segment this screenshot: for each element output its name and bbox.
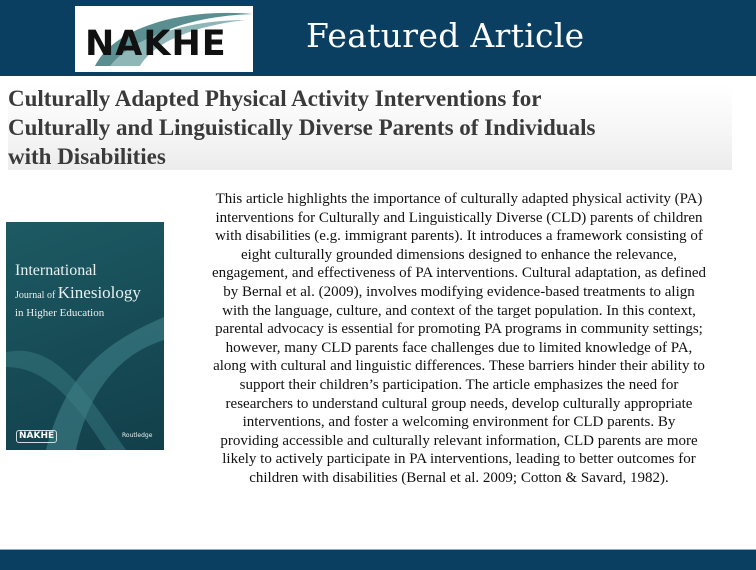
summary-line: interventions, and foster a welcoming environment for CLD parents. By bbox=[242, 414, 676, 431]
summary-line: engagement, and effectiveness of PA interventions. Cultural adaptation, as defined bbox=[211, 265, 707, 282]
summary-line: eight culturally grounded dimensions designed to enhance the relevance, bbox=[240, 246, 678, 263]
nakhe-logo bbox=[75, 6, 253, 72]
featured-article-heading: Featured Article bbox=[306, 16, 585, 55]
summary-line: likely to actively participate in PA interventions, leading to better outcomes for bbox=[222, 451, 696, 468]
cover-publisher: Routledge bbox=[122, 432, 153, 439]
cover-nakhe-badge: NAKHE bbox=[16, 430, 57, 443]
summary-line: with the language, culture, and context of the target population. In this context, bbox=[222, 302, 696, 319]
logo-text: NAKHE bbox=[85, 24, 227, 64]
cover-journal-of: Journal of bbox=[15, 290, 56, 301]
header-bar bbox=[0, 0, 756, 76]
summary-line: interventions for Culturally and Linguistically Diverse (CLD) parents of children bbox=[215, 209, 703, 226]
summary-line: This article highlights the importance of culturally adapted physical activity (PA) bbox=[215, 191, 703, 207]
article-summary bbox=[168, 190, 750, 488]
summary-line: researchers to understand cultural group needs, develop culturally appropriate bbox=[225, 395, 693, 412]
footer-bar bbox=[0, 549, 756, 570]
summary-line: by Bernal et al. (2009), involves modifying evidence-based treatments to align bbox=[223, 283, 695, 300]
article-title bbox=[8, 84, 753, 171]
title-line: Culturally and Linguistically Diverse Parents of Individuals bbox=[8, 115, 596, 140]
cover-title-line bbox=[15, 282, 141, 307]
cover-title-line: International bbox=[15, 262, 97, 279]
summary-line: however, many CLD parents face challenges due to limited knowledge of PA, bbox=[225, 339, 693, 356]
summary-line: support their children’s participation. The article emphasizes the need for bbox=[239, 376, 679, 393]
title-line: Culturally Adapted Physical Activity Interventions for bbox=[8, 86, 542, 111]
summary-line: with disabilities (e.g. immigrant parents). It introduces a framework consisting of bbox=[215, 228, 703, 245]
cover-title-line: in Higher Education bbox=[15, 307, 105, 319]
summary-line: children with disabilities (Bernal et al. 2009; Cotton & Savard, 1982). bbox=[249, 469, 669, 486]
summary-line: parental advocacy is essential for promoting PA programs in community settings; bbox=[215, 321, 703, 338]
journal-cover-image bbox=[6, 222, 164, 450]
summary-line: along with cultural and linguistic differences. These barriers hinder their ability to bbox=[213, 358, 705, 375]
summary-line: providing accessible and culturally relevant information, CLD parents are more bbox=[220, 432, 698, 449]
cover-kinesiology: Kinesiology bbox=[57, 283, 141, 302]
title-line: with Disabilities bbox=[8, 144, 166, 169]
